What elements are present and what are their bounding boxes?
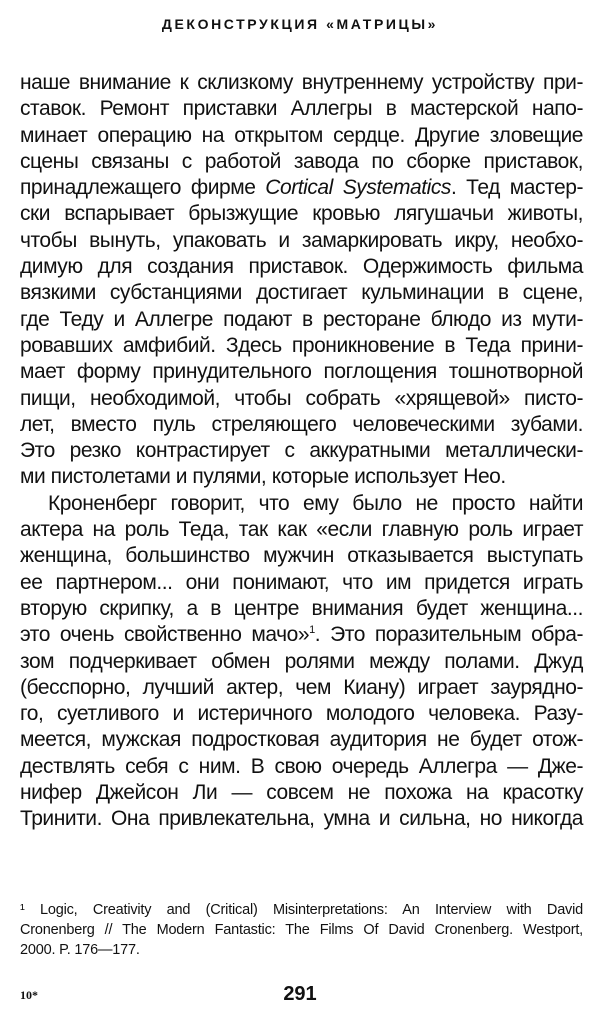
text-line: чтобы вынуть, упаковать и замаркировать икру, необхо- [20,228,583,252]
running-header: ДЕКОНСТРУКЦИЯ «МАТРИЦЫ» [161,16,439,32]
text-line: дествлять себя с ним. В свою очередь Аллегра — Дже- [20,754,583,778]
text-line: ровавших амфибий. Здесь проникновение в Теда прини- [20,333,583,357]
text-line: ее партнером... они понимают, что им придется играть [20,570,583,594]
text-line: Тринити. Она привлекательна, умна и сильна, но никогда [20,807,583,831]
text-line: меется, мужская подростковая аудитория не будет отож- [20,728,583,752]
text-segment: . Тед мастер- [450,176,583,200]
text-line: ставок. Ремонт приставки Аллегры в мастерской напо- [20,97,583,121]
page-number: 291 [283,983,317,1005]
text-line: вторую скрипку, а в центре внимания будет женщина... [20,596,583,620]
text-line: зом подчеркивает обмен ролями между полами. Джуд [20,649,583,673]
body-text [20,70,583,833]
text-line: ми пистолетами и пулями, которые использует Нео. [20,465,506,489]
text-line: (бесспорно, лучший актер, чем Киану) играет заурядно- [20,675,583,699]
text-line: минает операцию на открытом сердце. Другие зловещие [20,123,583,147]
text-line: нифер Джейсон Ли — совсем не похожа на красотку [20,781,583,805]
text-line [20,622,583,648]
text-line: ски вспарывает брызжущие кровью лягушачьи животы, [20,202,583,226]
footnote-reference: 1 [309,624,315,637]
text-line: го, суетливого и истеричного молодого человека. Разу- [20,702,583,726]
text-line: димую для создания приставок. Одержимость фильма [20,255,583,279]
text-segment: . Это поразительным обра- [314,623,583,647]
text-line: где Теду и Аллегре подают в ресторане блюдо из мути- [20,307,583,331]
text-line: сцены связаны с работой завода по сборке приставок, [20,149,583,173]
text-line: мает форму принудительного поглощения тошнотворной [20,360,583,384]
text-line: женщина, большинство мужчин отказывается выступать [20,544,583,568]
text-line: наше внимание к склизкому внутреннему устройству при- [20,71,583,94]
footnote [20,900,583,960]
text-line: Это резко контрастирует с аккуратными металлически- [20,439,583,463]
text-line: вязкими субстанциями достигает кульминации в сцене, [20,281,583,305]
text-line: Кроненберг говорит, что ему было не просто найти [48,491,583,515]
text-line [20,175,583,201]
company-name-italic: Cortical Systematics [265,176,451,200]
footnote-line: 2000. P. 176—177. [20,942,140,958]
footnote-line: Cronenberg // The Modern Fantastic: The Films Of David Cronenberg. Westport, [20,922,583,938]
footnote-line: ¹ Logic, Creativity and (Critical) Misinterpretations: An Interview with David [20,902,583,918]
text-line: пищи, необходимой, чтобы собрать «хрящевой» писто- [20,386,583,410]
text-line: лет, вместо пуль стреляющего человеческими зубами. [20,412,583,436]
text-line: актера на роль Теда, так как «если главную роль играет [20,518,583,542]
printer-signature-mark: 10* [20,988,38,1002]
text-segment: принадлежащего фирме [20,176,266,200]
text-segment: это очень свойственно мачо» [20,623,310,647]
